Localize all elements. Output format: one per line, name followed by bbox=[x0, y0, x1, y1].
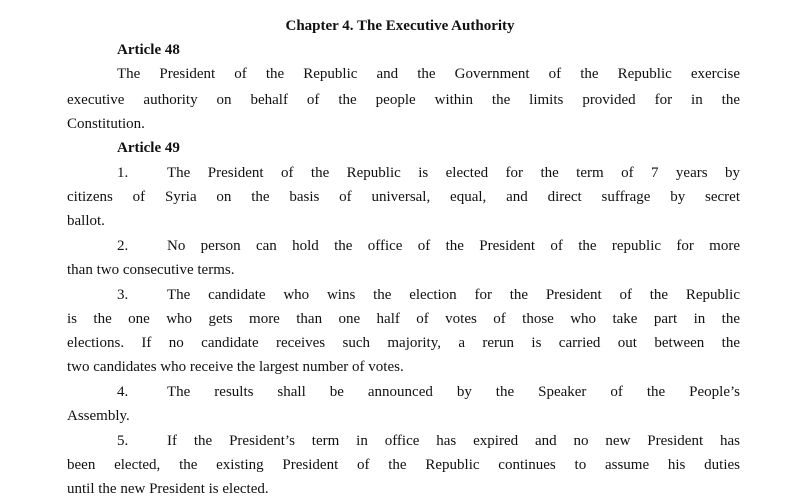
item-line: ballot. bbox=[67, 213, 105, 229]
item-line: than two consecutive terms. bbox=[67, 262, 235, 278]
article-48-line: Constitution. bbox=[67, 116, 145, 132]
item-line: Assembly. bbox=[67, 408, 130, 424]
item-line: until the new President is elected. bbox=[67, 481, 269, 497]
item-number: 2. bbox=[117, 238, 129, 254]
article-49-heading: Article 49 bbox=[117, 140, 180, 156]
item-first-line: The candidate who wins the election for the President of the Republic bbox=[167, 287, 740, 303]
item-line: citizens of Syria on the basis of universal, equal, and direct suffrage by secret bbox=[67, 189, 740, 205]
item-line: elections. If no candidate receives such majority, a rerun is carried out between the bbox=[67, 335, 740, 351]
item-number: 4. bbox=[117, 384, 129, 400]
item-line: is the one who gets more than one half of votes of those who take part in the bbox=[67, 311, 740, 327]
article-48-heading: Article 48 bbox=[117, 42, 180, 58]
chapter-title: Chapter 4. The Executive Authority bbox=[285, 18, 515, 34]
item-first-line: The President of the Republic is elected for the term of 7 years by bbox=[167, 165, 740, 181]
article-48-line: The President of the Republic and the Government of the Republic exercise bbox=[117, 66, 740, 82]
item-first-line: If the President’s term in office has expired and no new President has bbox=[167, 433, 740, 449]
item-first-line: The results shall be announced by the Speaker of the People’s bbox=[167, 384, 740, 400]
item-number: 5. bbox=[117, 433, 129, 449]
item-first-line: No person can hold the office of the President of the republic for more bbox=[167, 238, 740, 254]
item-number: 1. bbox=[117, 165, 129, 181]
item-number: 3. bbox=[117, 287, 129, 303]
article-48-line: executive authority on behalf of the people within the limits provided for in the bbox=[67, 92, 740, 108]
item-line: two candidates who receive the largest number of votes. bbox=[67, 359, 404, 375]
item-line: been elected, the existing President of the Republic continues to assume his duties bbox=[67, 457, 740, 473]
